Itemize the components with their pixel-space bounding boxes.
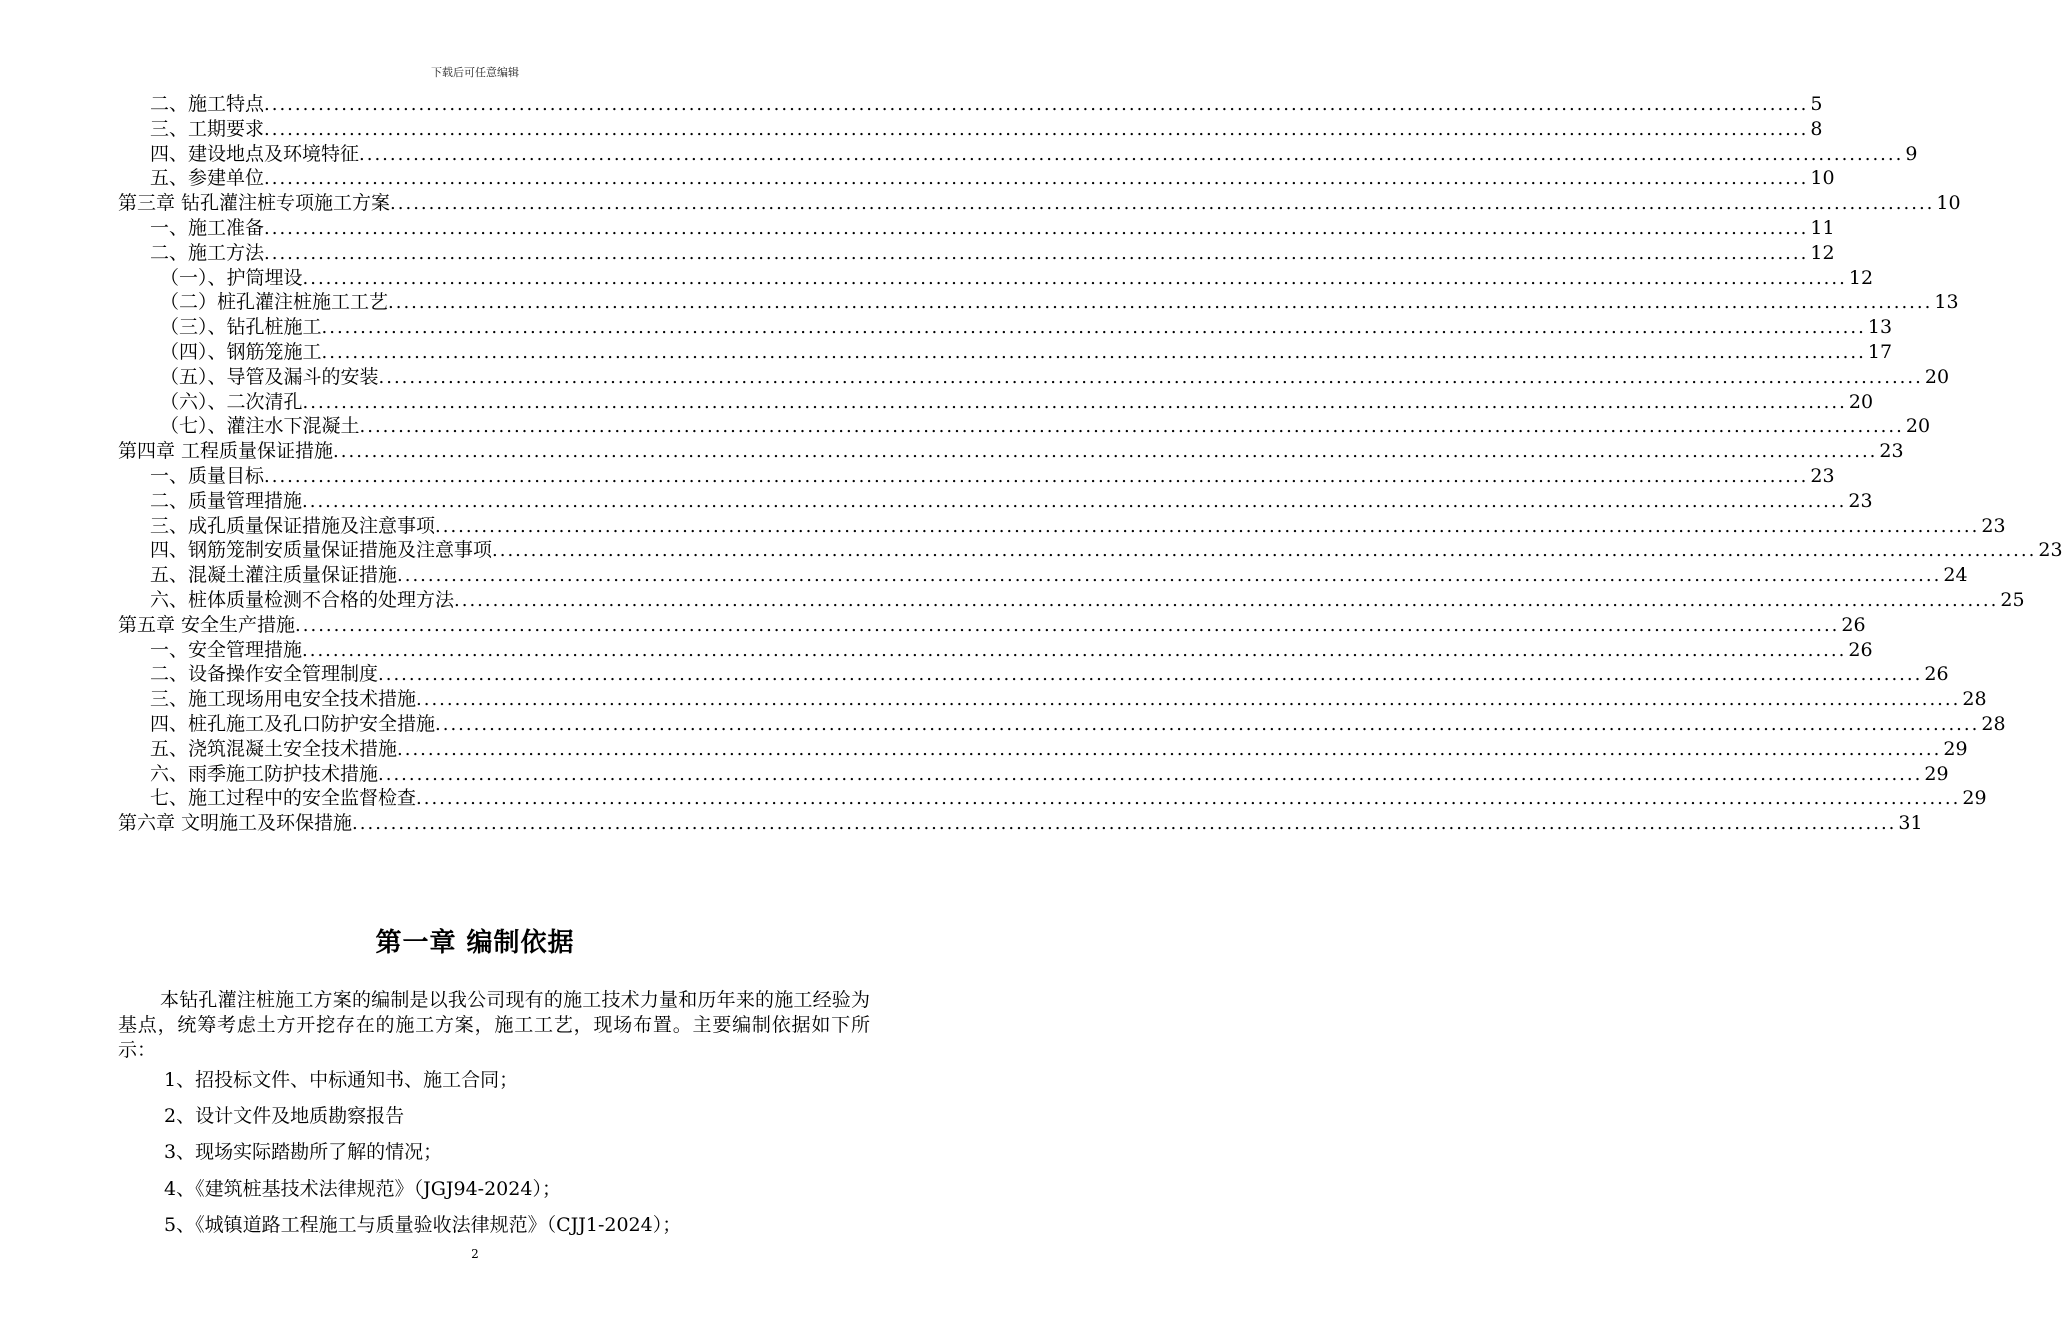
basis-item-3: 3、现场实际踏勘所了解的情况；	[164, 1141, 443, 1163]
toc-entry-label: 六、雨季施工防护技术措施	[150, 762, 379, 785]
toc-entry-page: 23	[1879, 440, 1904, 463]
toc-entry-label: 一、质量目标	[150, 464, 265, 487]
toc-leader-dots: ........................................................................................................................................................................................................	[388, 292, 1933, 314]
toc-entry[interactable]	[118, 662, 1949, 687]
toc-leader-dots: ........................................................................................................................................................................................................	[397, 565, 1942, 587]
page-header: 下载后可任意编辑	[431, 66, 519, 79]
toc-entry-page: 10	[1936, 192, 1961, 215]
toc-entry-label: 一、施工准备	[150, 216, 265, 239]
toc-entry-label: （二）桩孔灌注桩施工工艺	[160, 291, 389, 314]
toc-entry[interactable]	[118, 762, 1949, 787]
toc-leader-dots: ........................................................................................................................................................................................................	[352, 813, 1897, 835]
chapter-title: 第一章 编制依据	[375, 928, 575, 958]
toc-entry-page: 11	[1810, 216, 1835, 239]
toc-entry[interactable]	[118, 538, 2063, 563]
toc-entry[interactable]	[118, 92, 1823, 117]
toc-entry[interactable]	[118, 563, 1968, 588]
toc-entry-page: 12	[1810, 241, 1835, 264]
toc-entry-page: 23	[1848, 489, 1873, 512]
toc-leader-dots: ........................................................................................................................................................................................................	[264, 242, 1809, 264]
toc-entry-page: 25	[2000, 588, 2025, 611]
toc-leader-dots: ........................................................................................................................................................................................................	[378, 366, 1923, 388]
toc-entry-page: 13	[1934, 291, 1959, 314]
toc-entry[interactable]	[118, 340, 1893, 365]
toc-entry-page: 28	[1962, 688, 1987, 711]
toc-entry-label: 五、混凝土灌注质量保证措施	[150, 564, 398, 587]
toc-leader-dots: ........................................................................................................................................................................................................	[264, 217, 1809, 239]
toc-entry-label: 第三章 钻孔灌注桩专项施工方案	[118, 192, 391, 215]
intro-paragraph: 本钻孔灌注桩施工方案的编制是以我公司现有的施工技术力量和历年来的施工经验为基点，统筹考虑土方开挖存在的施工方案，施工工艺，现场布置。主要编制依据如下所示：	[118, 989, 870, 1061]
toc-entry-page: 26	[1924, 663, 1949, 686]
toc-entry-page: 23	[1981, 514, 2006, 537]
toc-entry-page: 26	[1841, 613, 1866, 636]
toc-entry-page: 29	[1962, 787, 1987, 810]
toc-entry-page: 10	[1810, 167, 1835, 190]
toc-entry-label: 二、施工方法	[150, 241, 265, 264]
toc-entry-label: 二、施工特点	[150, 93, 265, 115]
toc-entry-label: 二、设备操作安全管理制度	[150, 663, 379, 686]
toc-leader-dots: ........................................................................................................................................................................................................	[390, 193, 1935, 215]
toc-entry[interactable]	[118, 166, 1835, 191]
toc-entry-label: （七）、灌注水下混凝土	[160, 415, 360, 438]
toc-leader-dots: ........................................................................................................................................................................................................	[264, 168, 1809, 190]
basis-item-4: 4、《建筑桩基技术法律规范》（JGJ94-2024）；	[164, 1178, 561, 1200]
toc-entry-label: 第四章 工程质量保证措施	[118, 440, 334, 463]
toc-entry[interactable]	[118, 390, 1874, 415]
toc-leader-dots: ........................................................................................................................................................................................................	[378, 664, 1923, 686]
toc-entry-label: 三、施工现场用电安全技术措施	[150, 688, 417, 711]
toc-entry-page: 20	[1848, 390, 1874, 413]
page-number: 2	[471, 1247, 479, 1261]
toc-entry-label: 四、桩孔施工及孔口防护安全措施	[150, 712, 436, 735]
toc-entry[interactable]	[118, 266, 1874, 291]
toc-entry[interactable]	[118, 142, 1918, 167]
toc-entry[interactable]	[118, 117, 1823, 142]
toc-entry-page: 9	[1905, 142, 1918, 165]
toc-entry-page: 17	[1867, 340, 1893, 363]
basis-item-5: 5、《城镇道路工程施工与质量验收法律规范》（CJJ1-2024）；	[164, 1214, 682, 1236]
toc-entry[interactable]	[118, 241, 1835, 266]
toc-entry-label: （一）、护筒埋设	[160, 266, 303, 289]
toc-leader-dots: ........................................................................................................................................................................................................	[416, 788, 1961, 810]
toc-entry[interactable]	[118, 786, 1987, 811]
toc-entry-page: 26	[1848, 638, 1873, 661]
toc-entry-page: 23	[2038, 539, 2063, 562]
toc-entry-label: （六）、二次清孔	[160, 390, 303, 413]
toc-entry-label: 三、成孔质量保证措施及注意事项	[150, 514, 436, 537]
toc-entry-label: 二、质量管理措施	[150, 489, 303, 512]
toc-leader-dots: ........................................................................................................................................................................................................	[302, 391, 1847, 413]
toc-entry-label: 六、桩体质量检测不合格的处理方法	[150, 588, 455, 611]
toc-entry-label: 一、安全管理措施	[150, 638, 303, 661]
toc-entry-page: 31	[1898, 812, 1923, 835]
toc-leader-dots: ........................................................................................................................................................................................................	[492, 540, 2037, 562]
toc-entry[interactable]	[118, 315, 1893, 340]
toc-entry-page: 23	[1810, 464, 1835, 487]
basis-item-1: 1、招投标文件、中标通知书、施工合同；	[164, 1069, 519, 1091]
toc-entry-label: （四）、钢筋笼施工	[160, 340, 322, 363]
toc-leader-dots: ........................................................................................................................................................................................................	[333, 441, 1878, 463]
toc-entry[interactable]	[118, 613, 1866, 638]
toc-entry-page: 20	[1924, 365, 1950, 388]
toc-entry-label: （五）、导管及漏斗的安装	[160, 365, 379, 388]
toc-entry[interactable]	[118, 439, 1904, 464]
toc-entry[interactable]	[118, 712, 2006, 737]
toc-entry[interactable]	[118, 687, 1987, 712]
toc-leader-dots: ........................................................................................................................................................................................................	[321, 341, 1866, 363]
toc-entry-label: 七、施工过程中的安全监督检查	[150, 787, 417, 810]
toc-leader-dots: ........................................................................................................................................................................................................	[378, 763, 1923, 785]
toc-entry[interactable]	[118, 489, 1873, 514]
toc-entry-page: 29	[1924, 762, 1949, 785]
toc-entry[interactable]	[118, 514, 2006, 539]
toc-leader-dots: ........................................................................................................................................................................................................	[264, 118, 1809, 140]
toc-entry[interactable]	[118, 290, 1959, 315]
toc-leader-dots: ........................................................................................................................................................................................................	[359, 143, 1904, 165]
toc-leader-dots: ........................................................................................................................................................................................................	[302, 267, 1847, 289]
toc-entry[interactable]	[118, 191, 1961, 216]
toc-leader-dots: ........................................................................................................................................................................................................	[321, 317, 1866, 339]
toc-leader-dots: ........................................................................................................................................................................................................	[295, 614, 1840, 636]
toc-entry-page: 12	[1848, 266, 1874, 289]
toc-entry-label: （三）、钻孔桩施工	[160, 316, 322, 339]
toc-entry[interactable]	[118, 737, 1968, 762]
toc-leader-dots: ........................................................................................................................................................................................................	[435, 515, 1980, 537]
toc-entry-page: 5	[1810, 93, 1823, 115]
toc-entry-label: 四、建设地点及环境特征	[150, 142, 360, 165]
basis-item-2: 2、设计文件及地质勘察报告	[164, 1105, 405, 1127]
toc-entry-label: 四、钢筋笼制安质量保证措施及注意事项	[150, 539, 493, 562]
toc-entry-page: 8	[1810, 117, 1823, 140]
toc-entry-label: 五、浇筑混凝土安全技术措施	[150, 737, 398, 760]
toc-leader-dots: ........................................................................................................................................................................................................	[302, 639, 1847, 661]
toc-entry-page: 13	[1867, 316, 1893, 339]
toc-entry-label: 五、参建单位	[150, 167, 265, 190]
toc-entry[interactable]	[118, 638, 1873, 663]
toc-entry-page: 28	[1981, 712, 2006, 735]
toc-entry[interactable]	[118, 414, 1931, 439]
toc-entry-label: 三、工期要求	[150, 117, 265, 140]
toc-entry[interactable]	[118, 464, 1835, 489]
toc-leader-dots: ........................................................................................................................................................................................................	[302, 490, 1847, 512]
toc-leader-dots: ........................................................................................................................................................................................................	[264, 465, 1809, 487]
toc-entry[interactable]	[118, 365, 1950, 390]
toc-entry-page: 29	[1943, 737, 1968, 760]
toc-entry[interactable]	[118, 588, 2025, 613]
toc-entry[interactable]	[118, 216, 1835, 241]
toc-entry-page: 24	[1943, 564, 1968, 587]
table-of-contents	[118, 92, 2063, 836]
toc-entry-page: 20	[1905, 415, 1931, 438]
toc-leader-dots: ........................................................................................................................................................................................................	[397, 738, 1942, 760]
toc-leader-dots: ........................................................................................................................................................................................................	[264, 94, 1809, 115]
toc-leader-dots: ........................................................................................................................................................................................................	[435, 713, 1980, 735]
toc-entry[interactable]	[118, 811, 1923, 836]
toc-leader-dots: ........................................................................................................................................................................................................	[359, 416, 1904, 438]
toc-entry-label: 第五章 安全生产措施	[118, 613, 296, 636]
toc-leader-dots: ........................................................................................................................................................................................................	[454, 589, 1999, 611]
toc-entry-label: 第六章 文明施工及环保措施	[118, 812, 353, 835]
toc-leader-dots: ........................................................................................................................................................................................................	[416, 689, 1961, 711]
